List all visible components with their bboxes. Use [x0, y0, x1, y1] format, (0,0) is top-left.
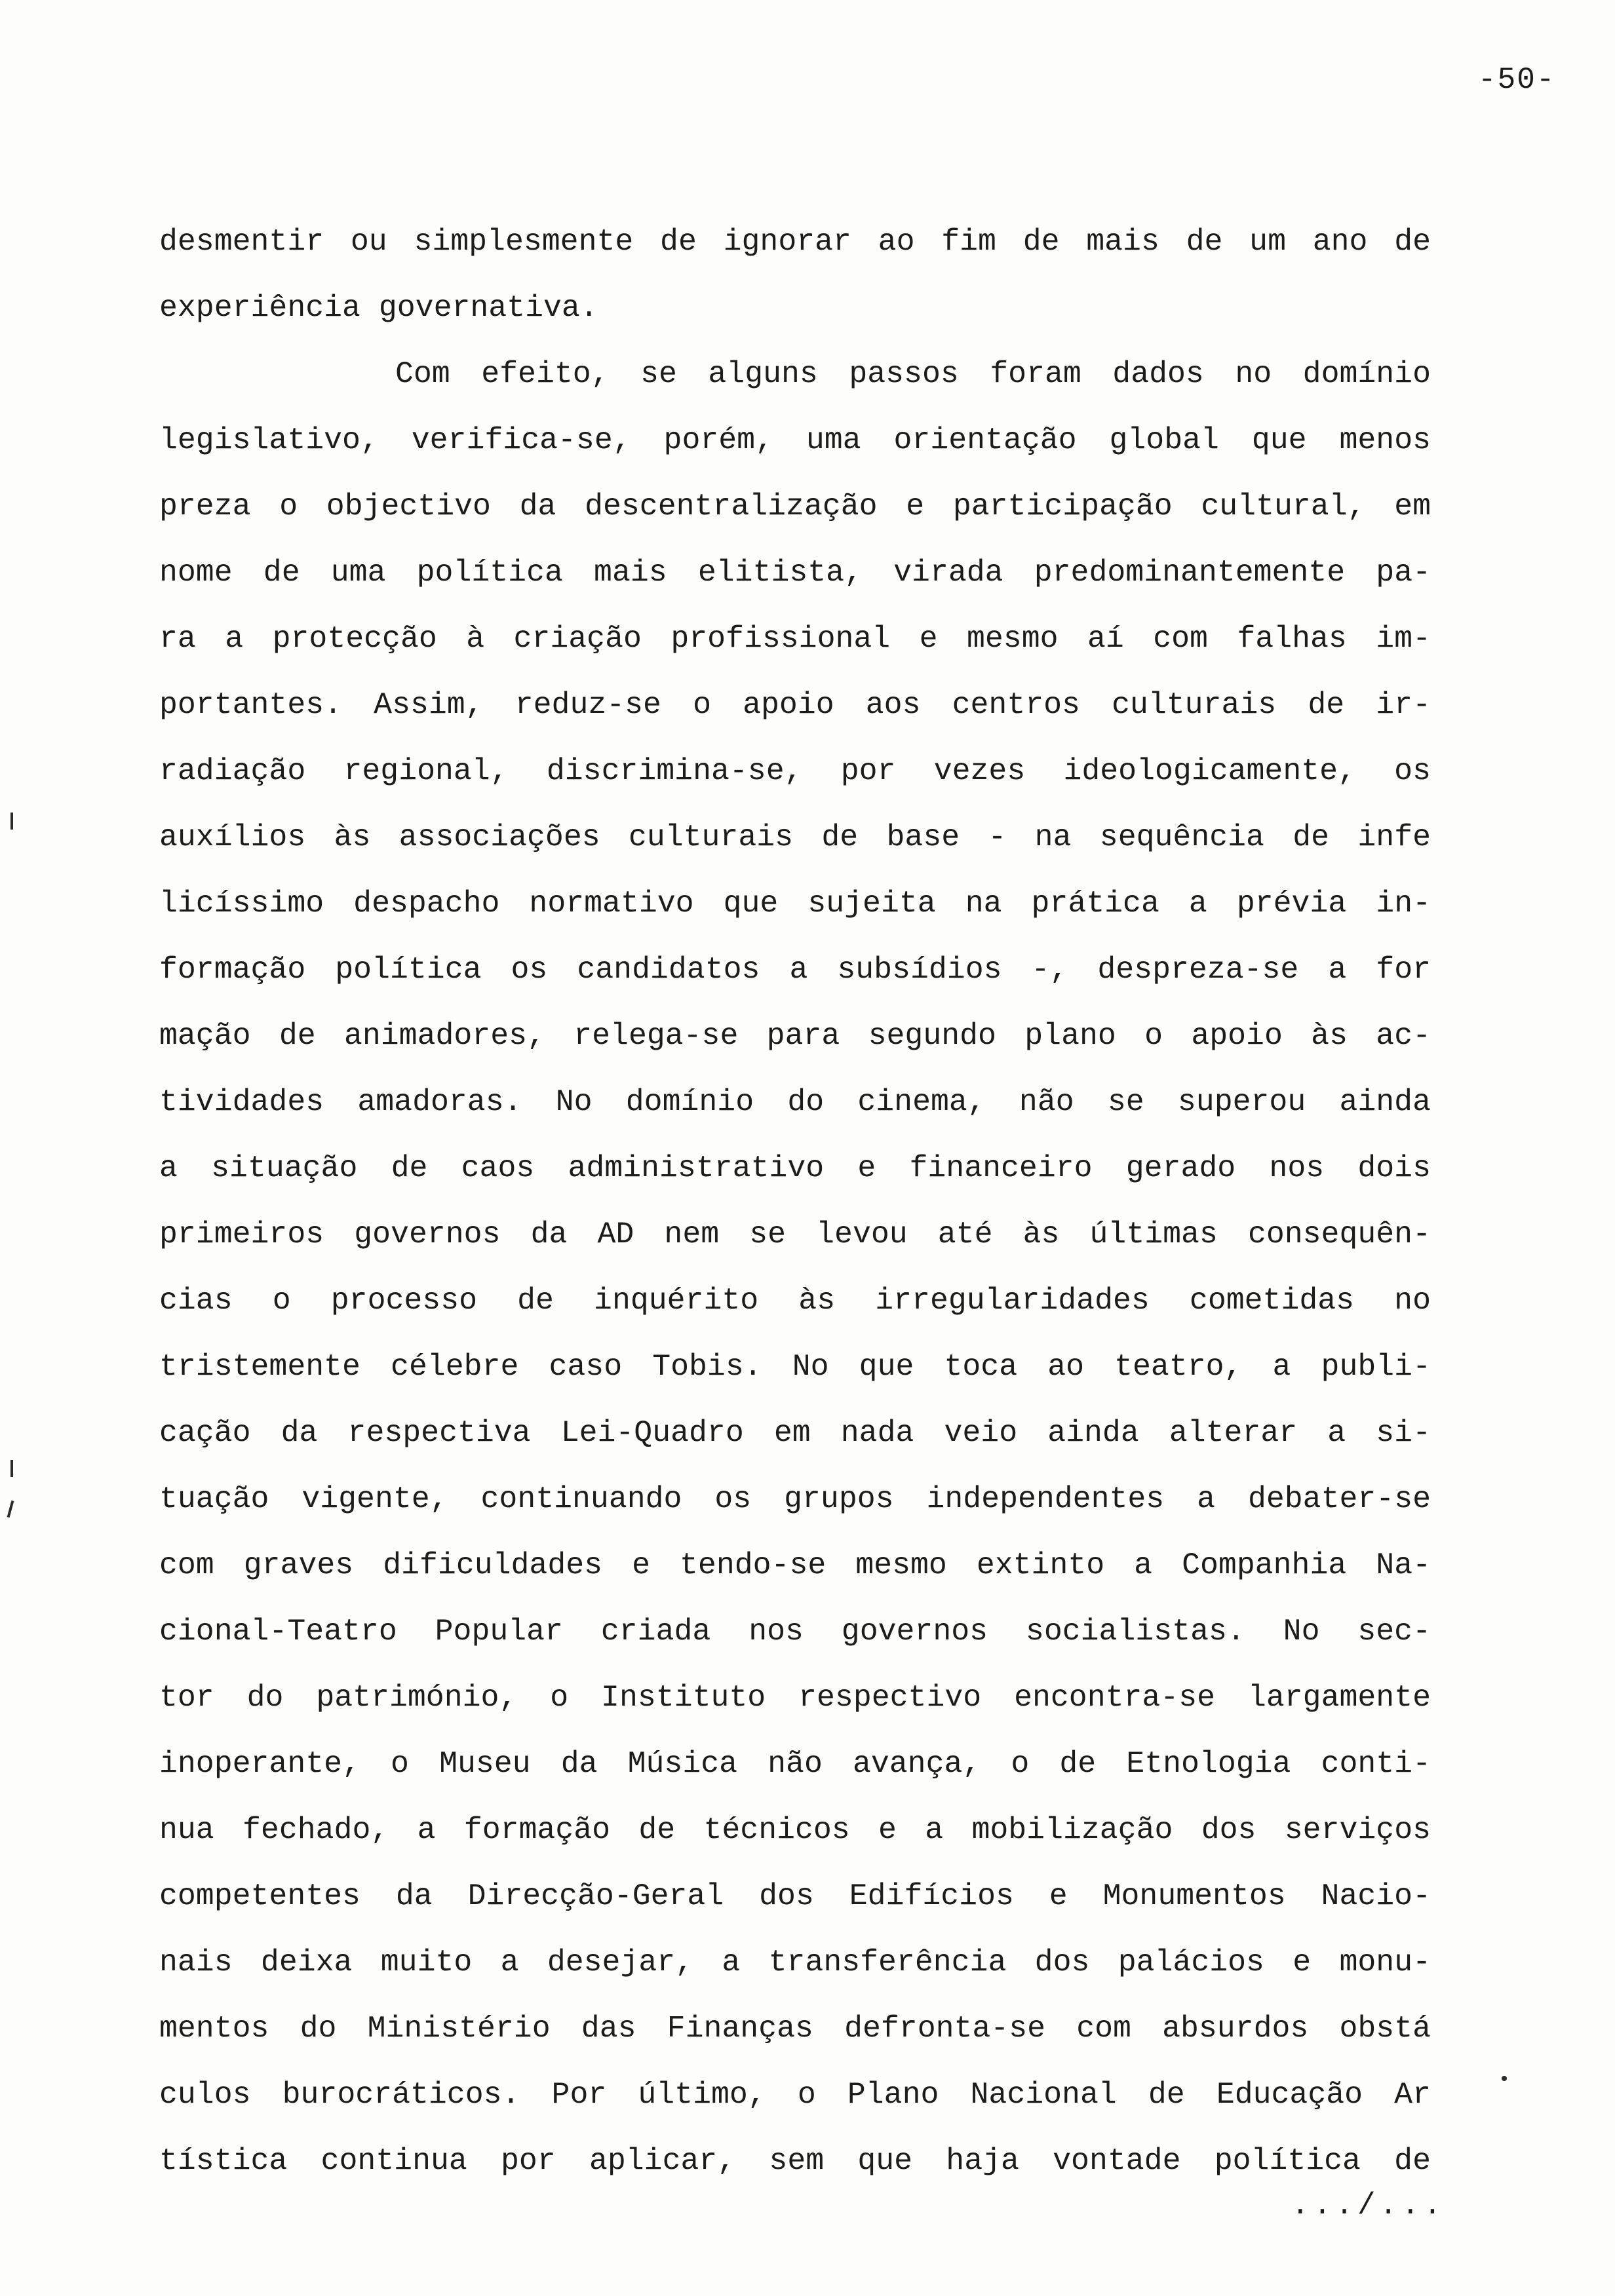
text-line: primeiros governos da AD nem se levou até às últimas consequên-	[159, 1217, 1431, 1252]
text-line: ra a protecção à criação profissional e mesmo aí com falhas im-	[159, 621, 1431, 656]
text-line: competentes da Direcção-Geral dos Edifícios e Monumentos Nacio-	[159, 1879, 1431, 1913]
text-line: nome de uma política mais elitista, virada predominantemente pa-	[159, 555, 1431, 590]
text-line: formação política os candidatos a subsídios -, despreza-se a for	[159, 952, 1431, 987]
margin-mark	[10, 1460, 13, 1477]
text-line: portantes. Assim, reduz-se o apoio aos centros culturais de ir-	[159, 687, 1431, 722]
text-line: nua fechado, a formação de técnicos e a mobilização dos serviços	[159, 1812, 1431, 1847]
text-line: tor do património, o Instituto respectivo encontra-se largamente	[159, 1680, 1431, 1715]
text-line: cação da respectiva Lei-Quadro em nada veio ainda alterar a si-	[159, 1415, 1431, 1450]
text-line: tristemente célebre caso Tobis. No que toca ao teatro, a publi-	[159, 1349, 1431, 1384]
text-line: mação de animadores, relega-se para segundo plano o apoio às ac-	[159, 1018, 1431, 1053]
text-line: preza o objectivo da descentralização e participação cultural, em	[159, 489, 1431, 524]
document-body	[159, 208, 1431, 2194]
text-line: experiência governativa.	[159, 290, 598, 325]
text-line: desmentir ou simplesmente de ignorar ao fim de mais de um ano de	[159, 224, 1431, 259]
text-line: cional-Teatro Popular criada nos governos socialistas. No sec-	[159, 1614, 1431, 1649]
text-line: licíssimo despacho normativo que sujeita na prática a prévia in-	[159, 886, 1431, 921]
text-line: legislativo, verifica-se, porém, uma orientação global que menos	[159, 423, 1431, 457]
margin-mark	[10, 813, 13, 830]
page-number: -50-	[1478, 63, 1556, 97]
text-line: tividades amadoras. No domínio do cinema, não se superou ainda	[159, 1084, 1431, 1119]
margin-mark	[1502, 2076, 1507, 2081]
text-line: auxílios às associações culturais de base - na sequência de infe	[159, 820, 1431, 854]
text-line: tuação vigente, continuando os grupos independentes a debater-se	[159, 1482, 1431, 1516]
text-line: culos burocráticos. Por último, o Plano Nacional de Educação Ar	[159, 2077, 1431, 2112]
text-line: cias o processo de inquérito às irregularidades cometidas no	[159, 1283, 1431, 1318]
text-line: mentos do Ministério das Finanças defronta-se com absurdos obstá	[159, 2011, 1431, 2046]
text-line: inoperante, o Museu da Música não avança, o de Etnologia conti-	[159, 1746, 1431, 1781]
text-line: radiação regional, discrimina-se, por vezes ideologicamente, os	[159, 754, 1431, 788]
continuation-marker: .../...	[1291, 2189, 1446, 2223]
text-line: a situação de caos administrativo e financeiro gerado nos dois	[159, 1151, 1431, 1185]
margin-mark	[7, 1501, 14, 1518]
text-line: Com efeito, se alguns passos foram dados no domínio	[395, 356, 1431, 391]
text-line: nais deixa muito a desejar, a transferência dos palácios e monu-	[159, 1945, 1431, 1980]
text-line: com graves dificuldades e tendo-se mesmo extinto a Companhia Na-	[159, 1548, 1431, 1582]
text-line: tística continua por aplicar, sem que haja vontade política de	[159, 2143, 1431, 2178]
